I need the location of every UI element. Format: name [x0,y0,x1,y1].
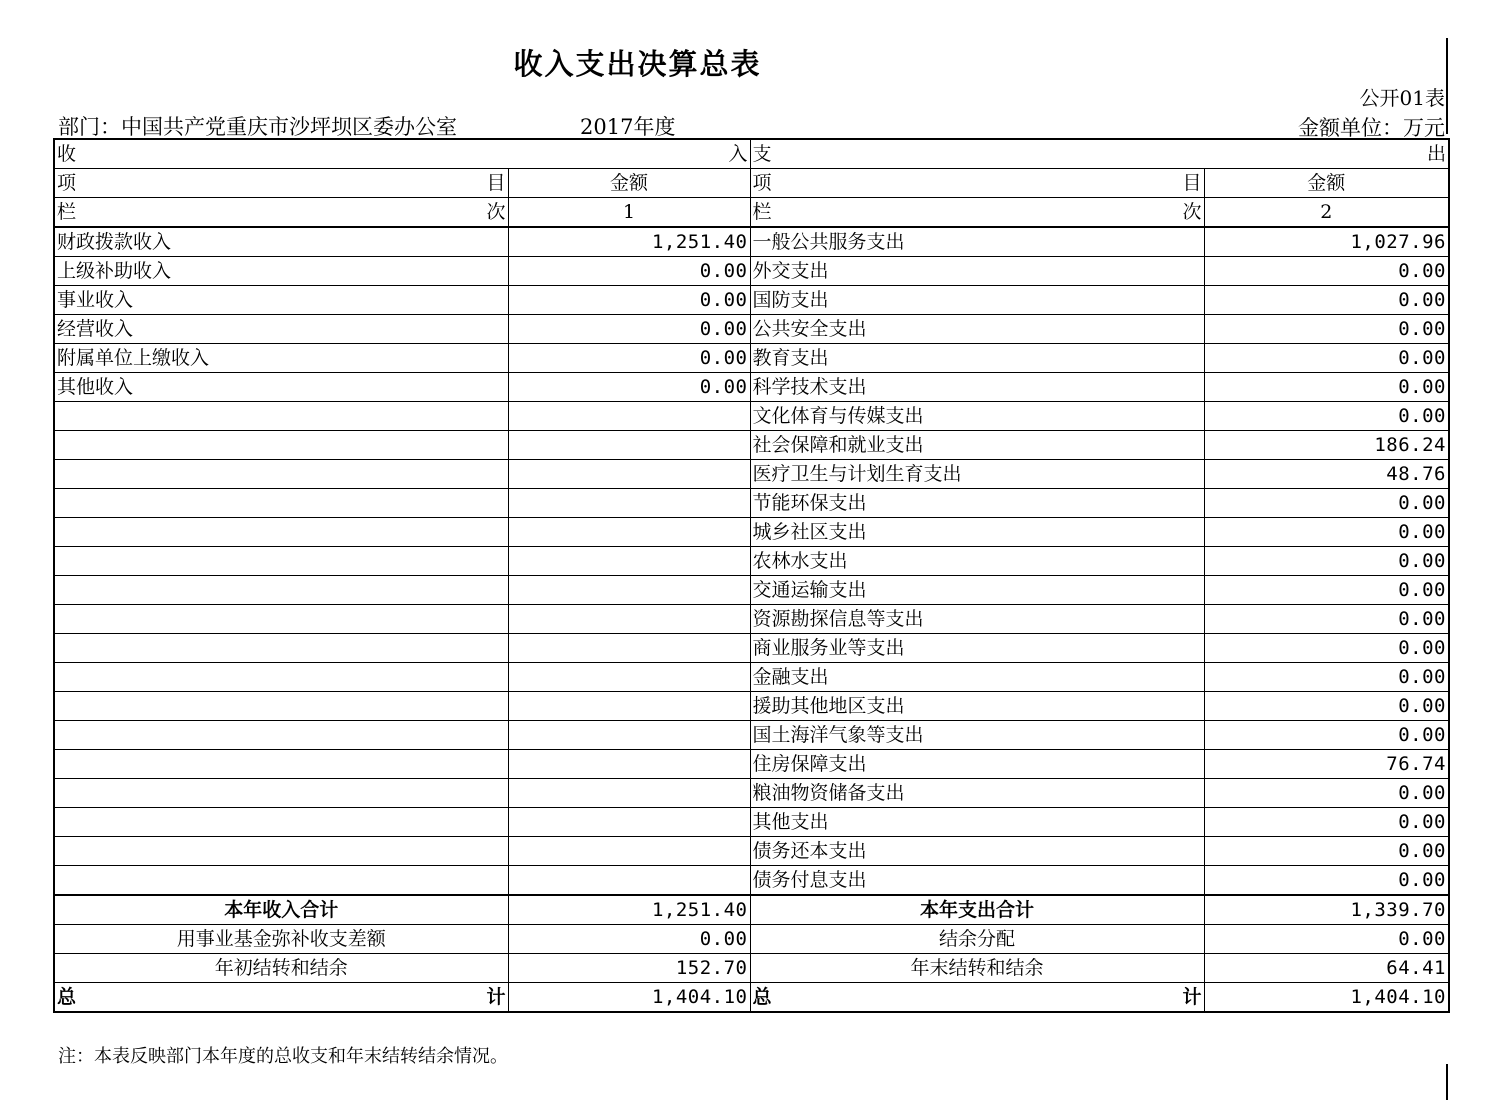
expense-amount: 76.74 [1204,750,1449,779]
income-expense-table [53,138,1450,1013]
income-amount [508,605,750,634]
income-item [54,808,508,837]
expense-item: 公共安全支出 [750,315,1204,344]
income-item [54,605,508,634]
income-amount: 0.00 [508,344,750,373]
footnote: 注：本表反映部门本年度的总收支和年末结转结余情况。 [58,1046,508,1067]
expense-amount-header: 金额 [1204,169,1449,198]
table-row [54,460,1449,489]
expense-amount: 0.00 [1204,663,1449,692]
table-row [54,489,1449,518]
expense-header-cell [750,139,1449,169]
expense-amount: 0.00 [1204,837,1449,866]
expense-item: 农林水支出 [750,547,1204,576]
income-item [54,721,508,750]
table-row [54,286,1449,315]
table-row [54,547,1449,576]
income-header-right: 入 [728,143,748,165]
income-amount: 0.00 [508,315,750,344]
income-amount [508,431,750,460]
income-amount [508,779,750,808]
annual-total-row [54,895,1449,925]
expense-item: 国土海洋气象等支出 [750,721,1204,750]
expense-item: 债务还本支出 [750,837,1204,866]
end-balance-label: 年末结转和结余 [750,954,1204,983]
income-item [54,576,508,605]
expense-item: 教育支出 [750,344,1204,373]
margin-rule-bottom [1446,1064,1448,1100]
income-item: 其他收入 [54,373,508,402]
expense-header-left: 支 [752,143,772,165]
income-amount [508,634,750,663]
income-item [54,634,508,663]
grand-income-amount: 1,404.10 [508,983,750,1013]
table-row [54,227,1449,257]
expense-amount: 0.00 [1204,344,1449,373]
surplus-label: 结余分配 [750,925,1204,954]
income-item: 事业收入 [54,286,508,315]
expense-amount: 48.76 [1204,460,1449,489]
income-item [54,779,508,808]
table-row [54,634,1449,663]
income-item [54,518,508,547]
income-item [54,547,508,576]
expense-amount: 0.00 [1204,692,1449,721]
form-number: 公开01表 [1359,86,1445,110]
income-amount [508,576,750,605]
income-col-label [54,198,508,228]
grand-label-left: 总 [57,986,77,1008]
income-item [54,837,508,866]
begin-balance-amount: 152.70 [508,954,750,983]
income-item [54,402,508,431]
expense-col-label [750,198,1204,228]
income-header-cell [54,139,750,169]
income-amount [508,663,750,692]
expense-total-label: 本年支出合计 [750,895,1204,925]
expense-amount: 1,027.96 [1204,227,1449,257]
item-header-left: 项 [57,172,77,194]
table-row [54,402,1449,431]
income-item: 上级补助收入 [54,257,508,286]
grand-expense-label [750,983,1204,1013]
expense-amount: 0.00 [1204,402,1449,431]
income-item [54,692,508,721]
expense-amount: 0.00 [1204,634,1449,663]
grand-label-right: 计 [1182,986,1202,1008]
income-item [54,750,508,779]
expense-item: 金融支出 [750,663,1204,692]
income-amount [508,866,750,896]
expense-item: 国防支出 [750,286,1204,315]
item-header-right: 目 [486,172,506,194]
income-amount: 0.00 [508,373,750,402]
expense-item: 城乡社区支出 [750,518,1204,547]
income-item: 财政拨款收入 [54,227,508,257]
expense-item: 粮油物资储备支出 [750,779,1204,808]
income-amount: 0.00 [508,286,750,315]
income-amount [508,750,750,779]
expense-amount: 0.00 [1204,315,1449,344]
income-amount [508,692,750,721]
grand-label-right: 计 [486,986,506,1008]
expense-amount: 0.00 [1204,489,1449,518]
income-amount: 0.00 [508,257,750,286]
table-row [54,576,1449,605]
expense-amount: 0.00 [1204,373,1449,402]
table-row [54,518,1449,547]
fund-label: 用事业基金弥补收支差额 [54,925,508,954]
expense-amount: 0.00 [1204,605,1449,634]
department-label: 部门：中国共产党重庆市沙坪坝区委办公室 [58,115,457,139]
income-item [54,866,508,896]
income-amount [508,518,750,547]
end-balance-amount: 64.41 [1204,954,1449,983]
income-item [54,460,508,489]
grand-income-label [54,983,508,1013]
table-row [54,808,1449,837]
table-row [54,866,1449,896]
amount-unit: 金额单位：万元 [1298,116,1445,140]
expense-amount: 0.00 [1204,721,1449,750]
expense-amount: 0.00 [1204,808,1449,837]
income-amount [508,402,750,431]
expense-item: 援助其他地区支出 [750,692,1204,721]
item-header-right: 目 [1182,172,1202,194]
expense-item: 节能环保支出 [750,489,1204,518]
expense-item: 文化体育与传媒支出 [750,402,1204,431]
col-label-right: 次 [1182,201,1202,223]
expense-item: 外交支出 [750,257,1204,286]
expense-amount: 0.00 [1204,547,1449,576]
income-item: 附属单位上缴收入 [54,344,508,373]
grand-total-row [54,983,1449,1013]
income-amount [508,489,750,518]
header-row-column-number [54,198,1449,228]
expense-col-number: 2 [1204,198,1449,228]
table-row [54,344,1449,373]
income-item: 经营收入 [54,315,508,344]
header-row-direction [54,139,1449,169]
expense-item: 其他支出 [750,808,1204,837]
income-amount [508,808,750,837]
income-item-header [54,169,508,198]
income-amount [508,837,750,866]
report-title: 收入支出决算总表 [513,47,762,81]
margin-rule-top [1446,38,1448,134]
table-row [54,750,1449,779]
expense-item: 债务付息支出 [750,866,1204,896]
table-row [54,837,1449,866]
table-row [54,315,1449,344]
table-row [54,779,1449,808]
income-total-amount: 1,251.40 [508,895,750,925]
income-item [54,663,508,692]
income-item [54,489,508,518]
expense-item: 资源勘探信息等支出 [750,605,1204,634]
table-row [54,692,1449,721]
income-amount-header: 金额 [508,169,750,198]
expense-item: 科学技术支出 [750,373,1204,402]
begin-balance-label: 年初结转和结余 [54,954,508,983]
expense-amount: 0.00 [1204,576,1449,605]
table-row [54,373,1449,402]
fiscal-year: 2017年度 [580,115,676,139]
income-item [54,431,508,460]
income-col-number: 1 [508,198,750,228]
col-label-left: 栏 [57,201,77,223]
table-row [54,663,1449,692]
expense-item: 交通运输支出 [750,576,1204,605]
col-label-right: 次 [486,201,506,223]
expense-item: 医疗卫生与计划生育支出 [750,460,1204,489]
header-row-item [54,169,1449,198]
fund-amount: 0.00 [508,925,750,954]
income-header-left: 收 [57,143,77,165]
income-amount: 1,251.40 [508,227,750,257]
income-total-label: 本年收入合计 [54,895,508,925]
expense-header-right: 出 [1426,143,1446,165]
expense-item: 社会保障和就业支出 [750,431,1204,460]
item-header-left: 项 [752,172,772,194]
surplus-amount: 0.00 [1204,925,1449,954]
table-row [54,605,1449,634]
expense-amount: 0.00 [1204,257,1449,286]
expense-item: 商业服务业等支出 [750,634,1204,663]
col-label-left: 栏 [752,201,772,223]
expense-amount: 0.00 [1204,779,1449,808]
expense-item: 住房保障支出 [750,750,1204,779]
expense-amount: 0.00 [1204,518,1449,547]
table-row [54,431,1449,460]
grand-expense-amount: 1,404.10 [1204,983,1449,1013]
grand-label-left: 总 [752,986,772,1008]
carryover-row [54,954,1449,983]
expense-amount: 0.00 [1204,866,1449,896]
expense-item: 一般公共服务支出 [750,227,1204,257]
income-amount [508,547,750,576]
expense-total-amount: 1,339.70 [1204,895,1449,925]
expense-item-header [750,169,1204,198]
income-amount [508,460,750,489]
table-row [54,721,1449,750]
expense-amount: 186.24 [1204,431,1449,460]
table-row [54,257,1449,286]
fund-surplus-row [54,925,1449,954]
income-amount [508,721,750,750]
expense-amount: 0.00 [1204,286,1449,315]
